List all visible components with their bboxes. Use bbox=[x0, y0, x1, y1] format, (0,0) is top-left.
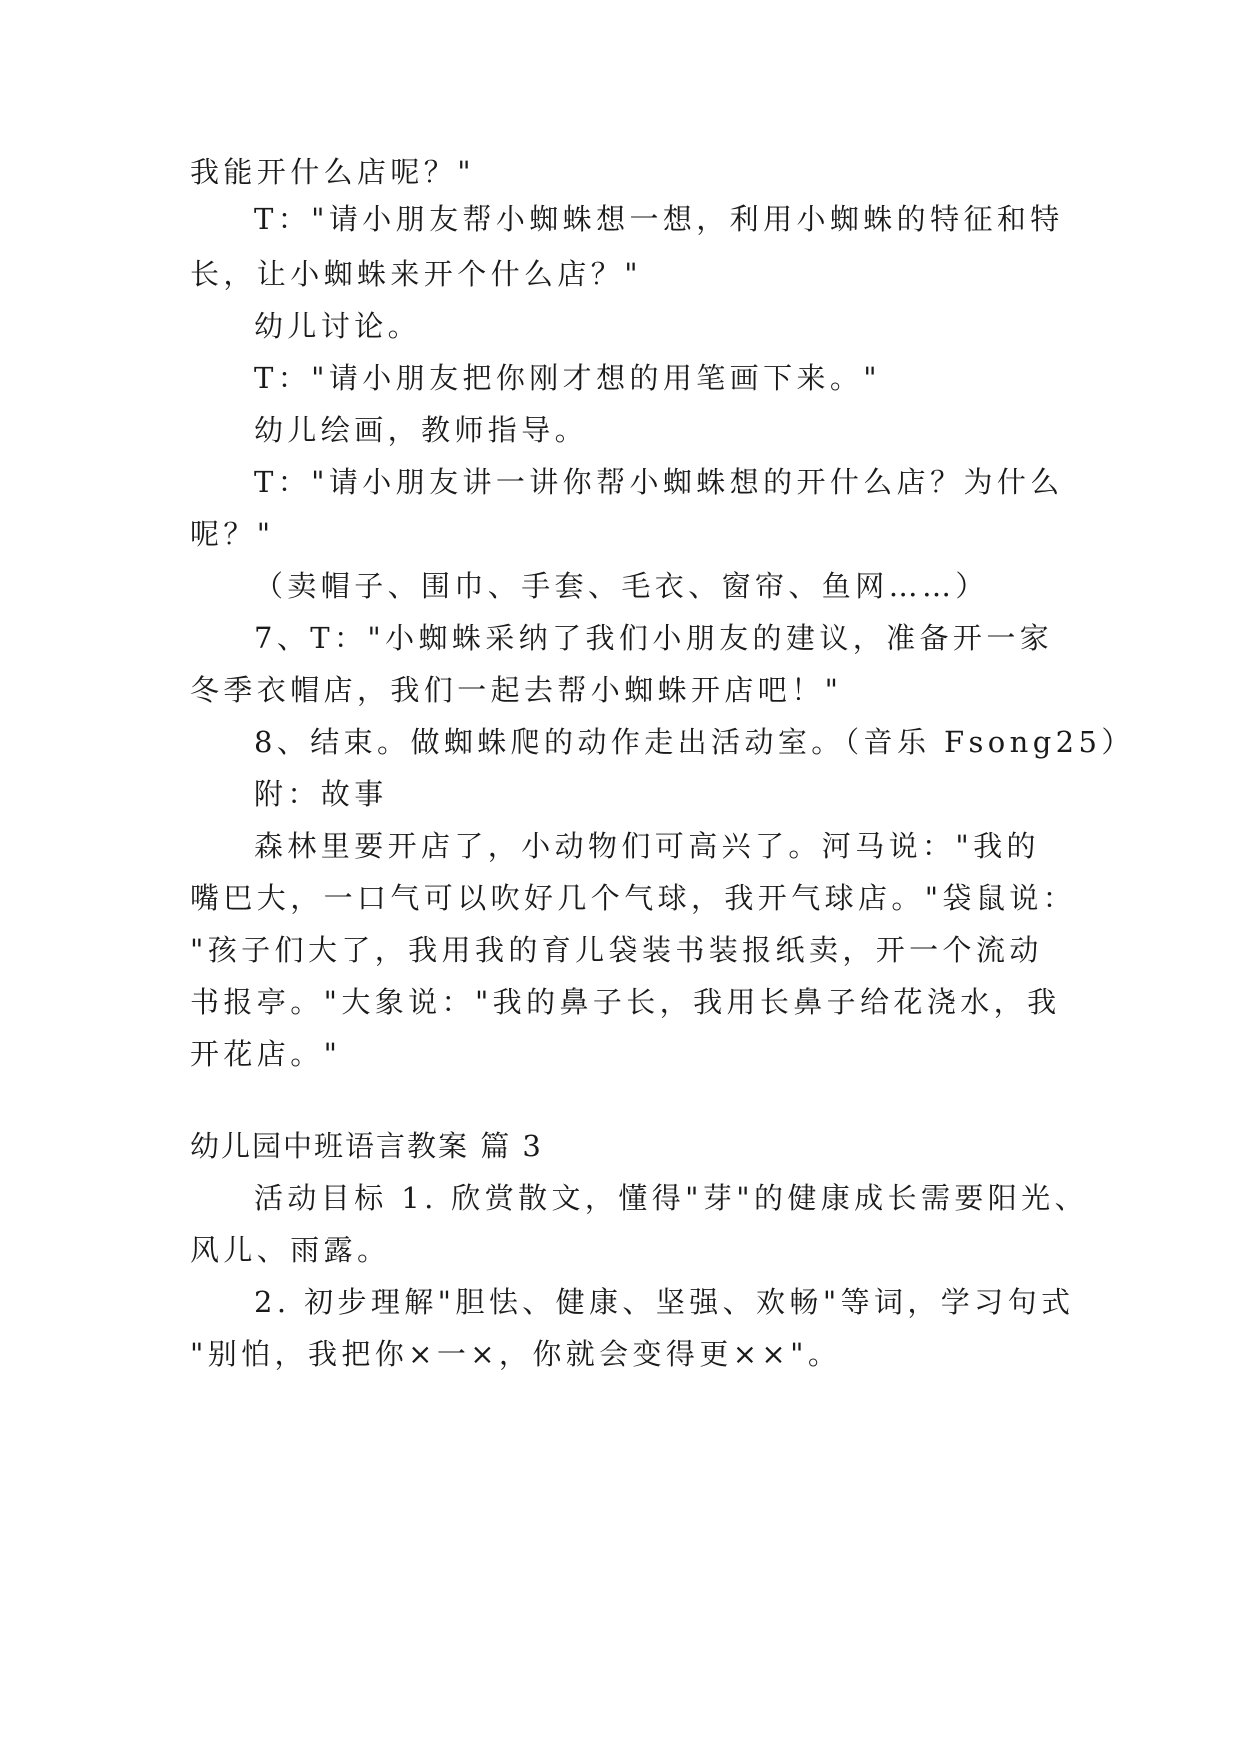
text-line: 开花店。" bbox=[190, 1037, 342, 1071]
text-line: 呢？" bbox=[190, 517, 275, 551]
text-line: 长，让小蜘蛛来开个什么店？" bbox=[190, 257, 642, 291]
text-line: T："请小朋友讲一讲你帮小蜘蛛想的开什么店？为什么 bbox=[254, 465, 1064, 499]
text-line: 2. 初步理解"胆怯、健康、坚强、欢畅"等词，学习句式 bbox=[254, 1285, 1075, 1319]
text-line: 8、结束。做蜘蛛爬的动作走出活动室。（音乐 Fsong25） bbox=[254, 725, 1135, 759]
text-line: T："请小朋友帮小蜘蛛想一想，利用小蜘蛛的特征和特 bbox=[254, 202, 1064, 236]
text-line: 风儿、雨露。 bbox=[190, 1233, 391, 1267]
text-line: 冬季衣帽店，我们一起去帮小蜘蛛开店吧！" bbox=[190, 673, 843, 707]
text-line: "孩子们大了，我用我的育儿袋装书装报纸卖，开一个流动 bbox=[190, 933, 1043, 967]
text-line: 嘴巴大，一口气可以吹好几个气球，我开气球店。"袋鼠说： bbox=[190, 881, 1077, 915]
text-line: 我能开什么店呢？" bbox=[190, 155, 475, 189]
text-line: 幼儿绘画，教师指导。 bbox=[254, 413, 589, 447]
text-line: 活动目标 1. 欣赏散文，懂得"芽"的健康成长需要阳光、 bbox=[254, 1181, 1088, 1215]
text-line: 幼儿讨论。 bbox=[254, 309, 422, 343]
text-line: T："请小朋友把你刚才想的用笔画下来。" bbox=[254, 361, 882, 395]
text-line: 书报亭。"大象说："我的鼻子长，我用长鼻子给花浇水，我 bbox=[190, 985, 1061, 1019]
text-line: "别怕，我把你×一×，你就会变得更××"。 bbox=[190, 1337, 842, 1371]
text-line: 附：故事 bbox=[254, 777, 388, 811]
section-heading: 幼儿园中班语言教案 篇 3 bbox=[190, 1129, 543, 1163]
text-line: 7、T："小蜘蛛采纳了我们小朋友的建议，准备开一家 bbox=[254, 621, 1054, 655]
text-line: 森林里要开店了，小动物们可高兴了。河马说："我的 bbox=[254, 829, 1040, 863]
text-line: （卖帽子、围巾、手套、毛衣、窗帘、鱼网……） bbox=[254, 569, 989, 603]
